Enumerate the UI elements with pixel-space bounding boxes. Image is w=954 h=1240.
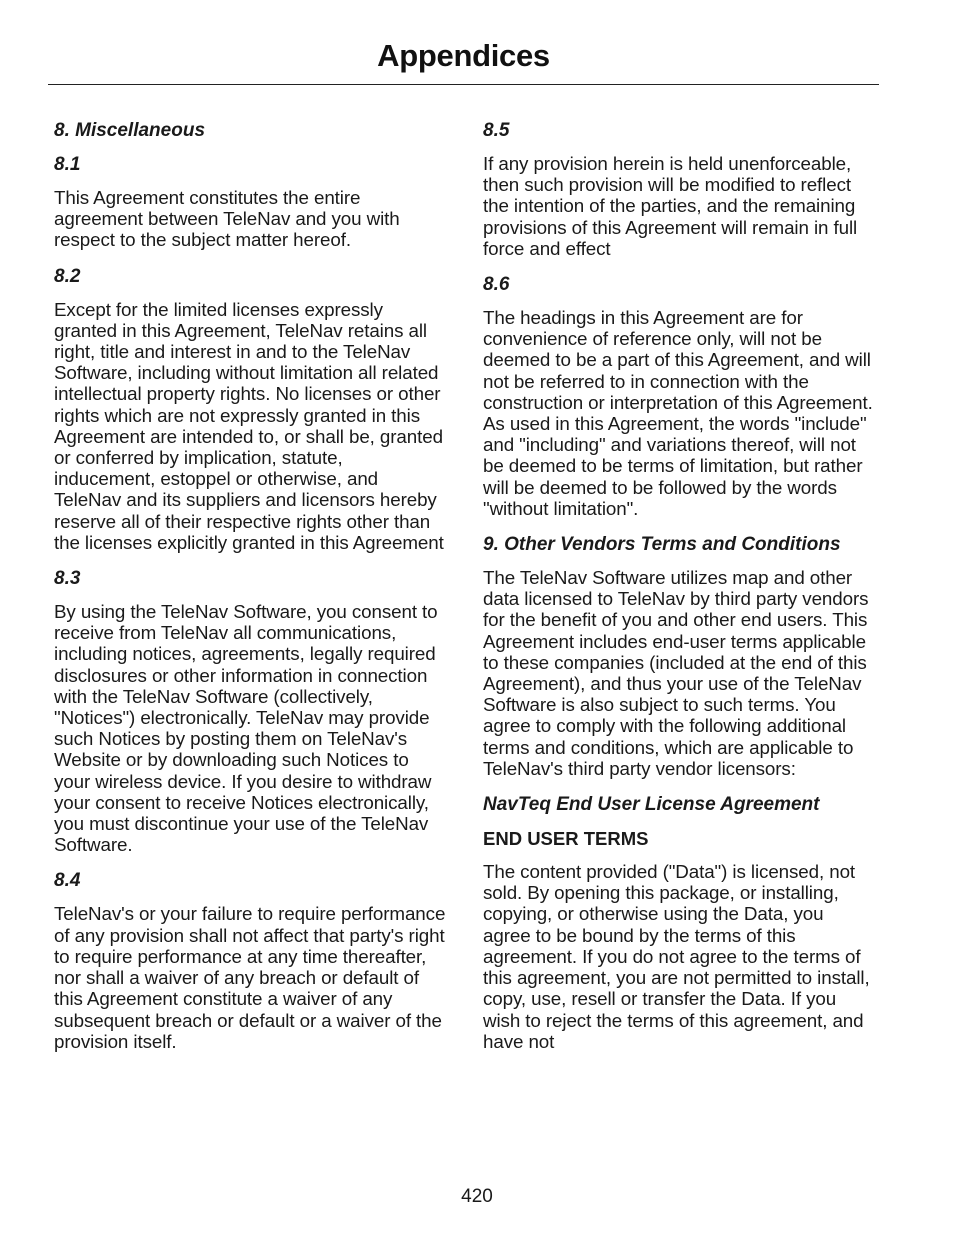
section-heading: 8.2 — [54, 265, 81, 287]
section-heading: 8.6 — [483, 274, 510, 296]
section-heading: 9. Other Vendors Terms and Conditions — [483, 534, 841, 556]
section-heading: END USER TERMS — [483, 828, 649, 850]
section-text: The content provided ("Data") is licensed, not sold. By opening this package, or installing, copying, or otherwise using the Data, you agree to be bound by the terms of this agreement. If you do not agree to the terms of this agreement, you are not permitted to install, copy, use, resell or transfer the Data. If you wish to reject the terms of this agreement, and have not — [483, 861, 870, 1052]
section-heading: 8.1 — [54, 154, 81, 175]
page-number: 420 — [461, 1186, 493, 1207]
section-text: Except for the limited licenses expressly granted in this Agreement, TeleNav retains all right, title and interest in and to the TeleNav Software, including without limitation all related intellectual property rights. No licenses or other rights which are not expressly granted in this Agreement are intended to, or shall be, granted or conferred by implication, statute, inducement, estoppel or otherwise, and TeleNav and its suppliers and licensors hereby reserve all of their respective rights other than the licenses explicitly granted in this Agreement — [54, 298, 444, 553]
section-heading: 8.5 — [483, 120, 510, 141]
left-column — [54, 119, 446, 1066]
right-column — [483, 119, 875, 1066]
section-text: The TeleNav Software utilizes map and other data licensed to TeleNav by third party vendors for the benefit of you and other end users. This Agreement includes end-user terms applicable to these companies (included at the end of this Agreement), and thus your use of the TeleNav Software is also subject to such terms. You agree to comply with the following additional terms and conditions, which are applicable to TeleNav's third party vendor licensors: — [483, 567, 869, 779]
page-title: Appendices — [377, 38, 550, 73]
section-heading: 8. Miscellaneous — [54, 120, 206, 141]
section-heading: NavTeq End User License Agreement — [483, 794, 820, 816]
section-text: By using the TeleNav Software, you consent to receive from TeleNav all communications, including notices, agreements, legally required disclosures or other information in connection with the TeleNav Software (collectively, "Notices") electronically. TeleNav may provide such Notices by posting them on TeleNav's Website or by downloading such Notices to your wireless device. If you desire to withdraw your consent to receive Notices electronically, you must discontinue your use of the TeleNav Software. — [54, 601, 438, 856]
page-header — [48, 30, 879, 85]
section-text: TeleNav's or your failure to require performance of any provision shall not affect that party's right to require performance at any time thereafter, nor shall a waiver of any breach or default of this Agreement constitute a waiver of any subsequent breach or default or a waiver of the provision itself. — [54, 903, 446, 1052]
section-heading: 8.3 — [54, 568, 81, 590]
section-text: If any provision herein is held unenforceable, then such provision will be modified to reflect the intention of the parties, and the remaining provisions of this Agreement will remain in full force and effect — [483, 153, 858, 259]
section-heading: 8.4 — [54, 870, 81, 892]
section-text: This Agreement constitutes the entire agreement between TeleNav and you with respect to the subject matter hereof. — [54, 187, 400, 251]
section-text: The headings in this Agreement are for convenience of reference only, will not be deemed to be a part of this Agreement, and will not be referred to in connection with the construction or interpretation of this Agreement. As used in this Agreement, the words "include" and "including" and variations thereof, will not be deemed to be terms of limitation, but rather will be deemed to be followed by the words "without limitation". — [483, 307, 873, 519]
